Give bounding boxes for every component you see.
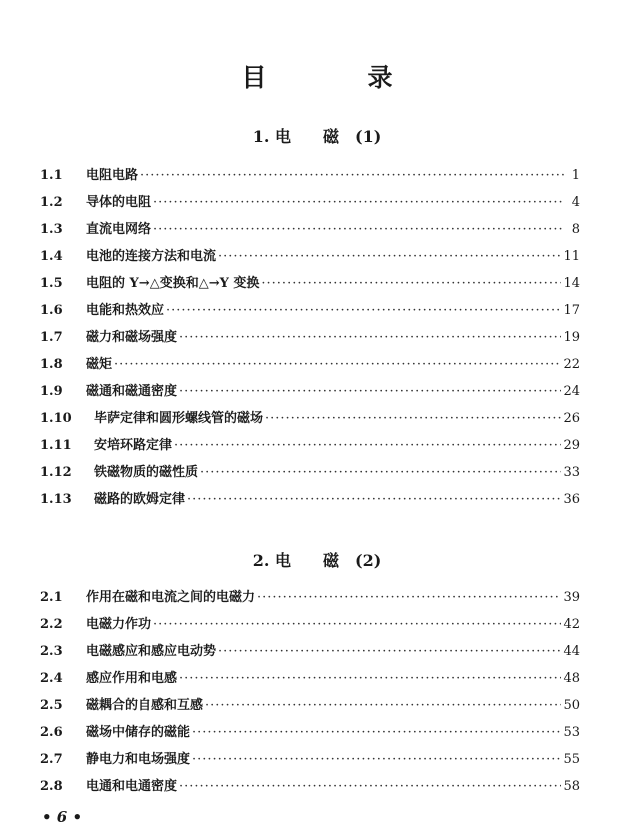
toc-entry-number: 1.3 <box>40 222 63 237</box>
toc-dot-leader <box>218 644 561 659</box>
toc-entry <box>40 407 580 434</box>
page-number: • 6 • <box>42 808 83 826</box>
toc-dot-leader <box>140 168 564 183</box>
toc-entry <box>40 488 580 515</box>
toc-entry-page: 48 <box>563 671 580 686</box>
toc-entry-number: 1.5 <box>40 276 63 291</box>
toc-entry <box>40 164 580 191</box>
toc-entry-page: 14 <box>563 276 580 291</box>
toc-dot-leader <box>174 438 561 453</box>
toc-entry-number: 2.1 <box>40 590 63 605</box>
toc-entry <box>40 434 580 461</box>
toc-dot-leader <box>200 465 561 480</box>
toc-entry-number: 1.9 <box>40 384 63 399</box>
toc-entry-page: 39 <box>563 590 580 605</box>
toc-entry-page: 33 <box>563 465 580 480</box>
toc-entry-page: 11 <box>563 249 580 264</box>
toc-entry <box>40 245 580 272</box>
chapter-1-heading: 1. 电 磁 (1) <box>252 127 382 146</box>
toc-entry-number: 1.12 <box>40 465 72 480</box>
toc-dot-leader <box>261 276 561 291</box>
toc-entry <box>40 272 580 299</box>
toc-entry <box>40 694 580 721</box>
toc-dot-leader <box>153 222 564 237</box>
toc-dot-leader <box>192 752 561 767</box>
toc-dot-leader <box>153 617 561 632</box>
chapter-1-toc <box>40 164 580 515</box>
toc-dot-leader <box>179 671 561 686</box>
toc-entry-number: 2.3 <box>40 644 63 659</box>
toc-entry <box>40 299 580 326</box>
toc-entry-number: 2.8 <box>40 779 63 794</box>
toc-entry-title: 磁力和磁场强度 <box>86 330 178 345</box>
toc-entry <box>40 613 580 640</box>
toc-entry <box>40 191 580 218</box>
toc-entry-page: 8 <box>571 222 580 237</box>
toc-entry-title: 磁通和磁通密度 <box>86 384 178 399</box>
toc-entry-number: 1.1 <box>40 168 63 183</box>
toc-entry-title: 电阻的 Y→△变换和△→Y 变换 <box>86 276 260 291</box>
toc-entry-page: 17 <box>563 303 580 318</box>
toc-entry-number: 2.4 <box>40 671 63 686</box>
toc-entry-title: 感应作用和电感 <box>86 671 178 686</box>
toc-entry-title: 电阻电路 <box>86 168 139 183</box>
toc-dot-leader <box>153 195 564 210</box>
toc-entry-page: 24 <box>563 384 580 399</box>
toc-dot-leader <box>166 303 561 318</box>
toc-dot-leader <box>257 590 561 605</box>
toc-entry <box>40 775 580 802</box>
toc-entry-page: 44 <box>563 644 580 659</box>
toc-entry-number: 1.11 <box>40 438 72 453</box>
toc-entry <box>40 380 580 407</box>
toc-entry <box>40 586 580 613</box>
toc-entry-page: 42 <box>563 617 580 632</box>
toc-entry <box>40 461 580 488</box>
toc-entry-title: 磁路的欧姆定律 <box>94 492 186 507</box>
toc-entry <box>40 218 580 245</box>
page-title: 目 录 <box>241 63 431 92</box>
toc-entry-page: 19 <box>563 330 580 345</box>
toc-dot-leader <box>179 330 561 345</box>
toc-entry-page: 22 <box>563 357 580 372</box>
toc-entry-title: 电能和热效应 <box>86 303 165 318</box>
toc-entry-title: 作用在磁和电流之间的电磁力 <box>86 590 256 605</box>
toc-entry-page: 4 <box>571 195 580 210</box>
toc-entry-title: 导体的电阻 <box>86 195 152 210</box>
toc-entry-number: 1.7 <box>40 330 63 345</box>
toc-entry <box>40 667 580 694</box>
toc-entry-title: 磁耦合的自感和互感 <box>86 698 204 713</box>
chapter-2-toc <box>40 586 580 802</box>
toc-entry-title: 直流电网络 <box>86 222 152 237</box>
toc-entry-title: 毕萨定律和圆形螺线管的磁场 <box>94 411 264 426</box>
toc-dot-leader <box>205 698 561 713</box>
toc-entry <box>40 721 580 748</box>
toc-entry-title: 磁矩 <box>86 357 113 372</box>
toc-entry-title: 电池的连接方法和电流 <box>86 249 217 264</box>
toc-entry-number: 1.13 <box>40 492 72 507</box>
toc-entry-title: 静电力和电场强度 <box>86 752 191 767</box>
toc-dot-leader <box>114 357 561 372</box>
toc-entry-number: 1.10 <box>40 411 72 426</box>
toc-dot-leader <box>265 411 561 426</box>
toc-dot-leader <box>179 384 561 399</box>
chapter-2-heading: 2. 电 磁 (2) <box>252 551 382 570</box>
toc-entry-title: 电通和电通密度 <box>86 779 178 794</box>
toc-entry-page: 26 <box>563 411 580 426</box>
toc-entry-number: 1.2 <box>40 195 63 210</box>
toc-entry <box>40 748 580 775</box>
toc-entry-page: 53 <box>563 725 580 740</box>
toc-dot-leader <box>187 492 561 507</box>
toc-entry-title: 安培环路定律 <box>94 438 173 453</box>
toc-entry-title: 铁磁物质的磁性质 <box>94 465 199 480</box>
toc-entry-page: 55 <box>563 752 580 767</box>
toc-entry-page: 36 <box>563 492 580 507</box>
toc-entry-page: 58 <box>563 779 580 794</box>
toc-entry-number: 2.7 <box>40 752 63 767</box>
toc-dot-leader <box>192 725 561 740</box>
toc-dot-leader <box>179 779 561 794</box>
toc-entry-number: 2.2 <box>40 617 63 632</box>
toc-entry-number: 1.4 <box>40 249 63 264</box>
toc-entry-page: 29 <box>563 438 580 453</box>
toc-entry <box>40 353 580 380</box>
toc-entry <box>40 640 580 667</box>
toc-entry <box>40 326 580 353</box>
toc-entry-title: 电磁力作功 <box>86 617 152 632</box>
toc-entry-number: 1.6 <box>40 303 63 318</box>
toc-dot-leader <box>218 249 561 264</box>
toc-entry-title: 电磁感应和感应电动势 <box>86 644 217 659</box>
toc-entry-title: 磁场中储存的磁能 <box>86 725 191 740</box>
toc-entry-number: 2.6 <box>40 725 63 740</box>
toc-entry-page: 1 <box>571 168 580 183</box>
toc-entry-number: 1.8 <box>40 357 63 372</box>
toc-entry-page: 50 <box>563 698 580 713</box>
toc-entry-number: 2.5 <box>40 698 63 713</box>
